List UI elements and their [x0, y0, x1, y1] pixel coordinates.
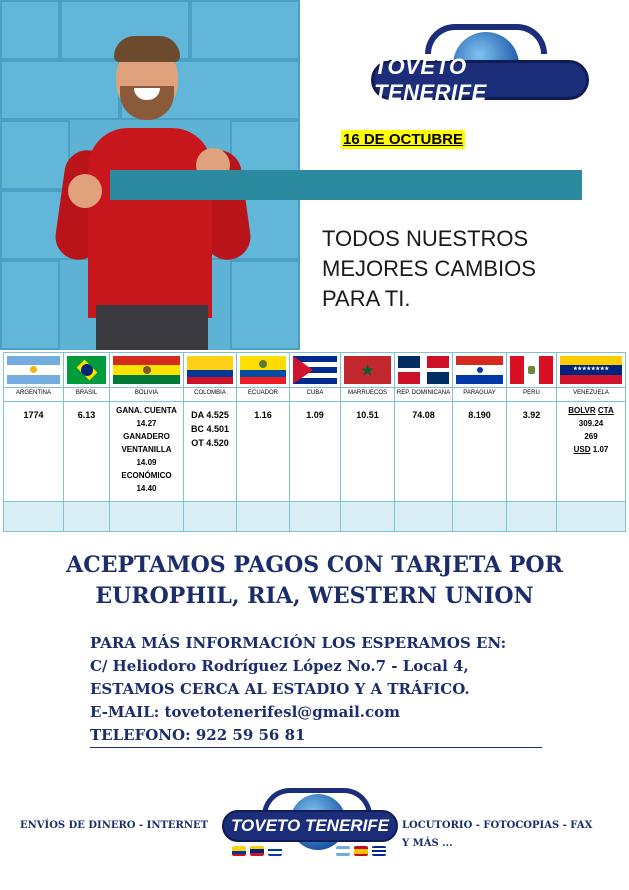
wall-brick [0, 260, 60, 350]
bolivia-line: GANADERO [123, 432, 170, 441]
person-hair [114, 36, 180, 62]
venezuela-usd [557, 443, 625, 456]
flag-cell [290, 353, 341, 388]
contact-heading: PARA MÁS INFORMACIÓN LOS ESPERAMOS EN: [90, 634, 507, 652]
country-name: CUBA [290, 388, 341, 402]
brazil-flag-icon [67, 356, 106, 384]
footer-flags-right [336, 846, 386, 856]
logo-text: TOVETO TENERIFE [374, 54, 487, 105]
empty-cell [557, 502, 626, 532]
argentina-flag-icon [7, 356, 60, 384]
venezuela-flag-icon [250, 846, 264, 856]
colombia-line: DA 4.525 [191, 410, 229, 420]
empty-cell [341, 502, 395, 532]
contact-info [90, 632, 550, 747]
bolivia-line: 14.09 [136, 458, 157, 467]
venezuela-value: 269 [584, 432, 598, 441]
email-label: E-MAIL: [90, 703, 160, 721]
bolivia-flag-icon [113, 356, 180, 384]
wall-brick [0, 0, 60, 60]
rate-peru: 3.92 [507, 402, 557, 502]
empty-cell [184, 502, 237, 532]
logo-banner [371, 54, 589, 105]
empty-cell [507, 502, 557, 532]
empty-cell [453, 502, 507, 532]
decorative-bar [110, 170, 582, 200]
empty-cell [395, 502, 453, 532]
payment-line: ACEPTAMOS PAGOS CON TARJETA POR [66, 552, 563, 578]
country-name: COLOMBIA [184, 388, 237, 402]
flag-cell [557, 353, 626, 388]
person-fist-left [68, 174, 102, 208]
dominican-republic-flag-icon [398, 356, 449, 384]
flag-cell [184, 353, 237, 388]
morocco-flag-icon: ★ [344, 356, 391, 384]
bolivia-line: ECONÓMICO [121, 471, 172, 480]
paraguay-flag-icon [456, 356, 503, 384]
rate-paraguay: 8.190 [453, 402, 507, 502]
venezuela-flag-icon: ★★★★★★★★ [560, 356, 622, 384]
email-link[interactable]: tovetotenerifesl@gmail.com [164, 703, 401, 721]
wall-brick [0, 120, 70, 190]
date-label: 16 DE OCTUBRE [343, 131, 464, 148]
flag-cell [507, 353, 557, 388]
colombia-flag-icon [187, 356, 233, 384]
country-name: ARGENTINA [4, 388, 64, 402]
contact-address: C/ Heliodoro Rodríguez López No.7 - Local 4, [90, 657, 469, 675]
rate-ecuador: 1.16 [237, 402, 290, 502]
colombia-line: BC 4.501 [190, 424, 230, 434]
slogan [322, 224, 582, 314]
country-name: ECUADOR [237, 388, 290, 402]
wall-brick [230, 260, 300, 350]
contact-phone-row [90, 724, 550, 747]
slogan-line: PARA TI. [322, 286, 411, 311]
spain-flag-icon [354, 846, 368, 856]
country-name: MARRUECOS [341, 388, 395, 402]
venezuela-label-bolvr: BOLVR [568, 406, 596, 415]
rate-brasil: 6.13 [64, 402, 110, 502]
venezuela-label-cta: CTA [597, 406, 614, 415]
person-sweater [88, 128, 212, 318]
bolivia-line: 14.40 [136, 484, 157, 493]
peru-flag-icon [510, 356, 553, 384]
venezuela-value: 309.24 [578, 419, 604, 428]
bolivia-line: VENTANILLA [121, 445, 172, 454]
ecuador-flag-icon [240, 356, 286, 384]
exchange-rates-table [3, 352, 626, 532]
bolivia-line: GANA. CUENTA [116, 406, 177, 415]
flag-cell [110, 353, 184, 388]
empty-cell [237, 502, 290, 532]
footer [0, 784, 629, 884]
uruguay-flag-icon [268, 846, 282, 856]
phone-number[interactable]: 922 59 56 81 [195, 726, 306, 744]
empty-cell [290, 502, 341, 532]
flag-cell [341, 353, 395, 388]
person-pants [96, 305, 208, 350]
empty-cell [64, 502, 110, 532]
venezuela-usd-label: USD [573, 445, 591, 454]
argentina-flag-icon [336, 846, 350, 856]
payment-notice [0, 550, 629, 612]
bolivia-line: 14.27 [136, 419, 157, 428]
footer-logo-banner [222, 810, 398, 842]
payment-line: EUROPHIL, RIA, WESTERN UNION [95, 583, 534, 609]
brand-logo [355, 14, 600, 122]
rate-cuba: 1.09 [290, 402, 341, 502]
venezuela-header [557, 404, 625, 417]
country-name: REP. DOMINICANA [395, 388, 453, 402]
flag-cell [237, 353, 290, 388]
colombia-flag-icon [232, 846, 246, 856]
divider [90, 747, 542, 748]
slogan-line: MEJORES CAMBIOS [322, 256, 536, 281]
country-name: BOLIVIA [110, 388, 184, 402]
country-name: BRASIL [64, 388, 110, 402]
footer-flags-left [232, 846, 282, 856]
phone-label: TELEFONO: [90, 726, 191, 744]
rate-bolivia [110, 402, 184, 502]
flag-cell [4, 353, 64, 388]
rate-venezuela [557, 402, 626, 502]
country-name: VENEZUELA [557, 388, 626, 402]
colombia-line: OT 4.520 [191, 438, 229, 448]
cuba-flag-icon [293, 356, 337, 384]
rate-colombia [184, 402, 237, 502]
flag-cell [64, 353, 110, 388]
footer-services-left: ENVÍOS DE DINERO - INTERNET [20, 820, 209, 831]
footer-logo-text: TOVETO TENERIFE [230, 816, 390, 835]
contact-location-note: ESTAMOS CERCA AL ESTADIO Y A TRÁFICO. [90, 680, 470, 698]
rate-argentina: 1774 [4, 402, 64, 502]
footer-more: Y MÁS ... [402, 838, 453, 849]
footer-services-right: LOCUTORIO - FOTOCOPIAS - FAX [402, 820, 593, 831]
cuba-flag-icon [372, 846, 386, 856]
country-name: PARAGUAY [453, 388, 507, 402]
flag-cell [453, 353, 507, 388]
empty-cell [4, 502, 64, 532]
wall-brick [190, 0, 300, 60]
empty-cell [110, 502, 184, 532]
rate-rep-dominicana: 74.08 [395, 402, 453, 502]
wall-brick [0, 60, 120, 120]
venezuela-usd-value: 1.07 [592, 445, 609, 454]
country-name: PERU [507, 388, 557, 402]
slogan-line: TODOS NUESTROS [322, 226, 529, 251]
contact-email-row [90, 701, 550, 724]
rate-marruecos: 10.51 [341, 402, 395, 502]
flag-cell [395, 353, 453, 388]
